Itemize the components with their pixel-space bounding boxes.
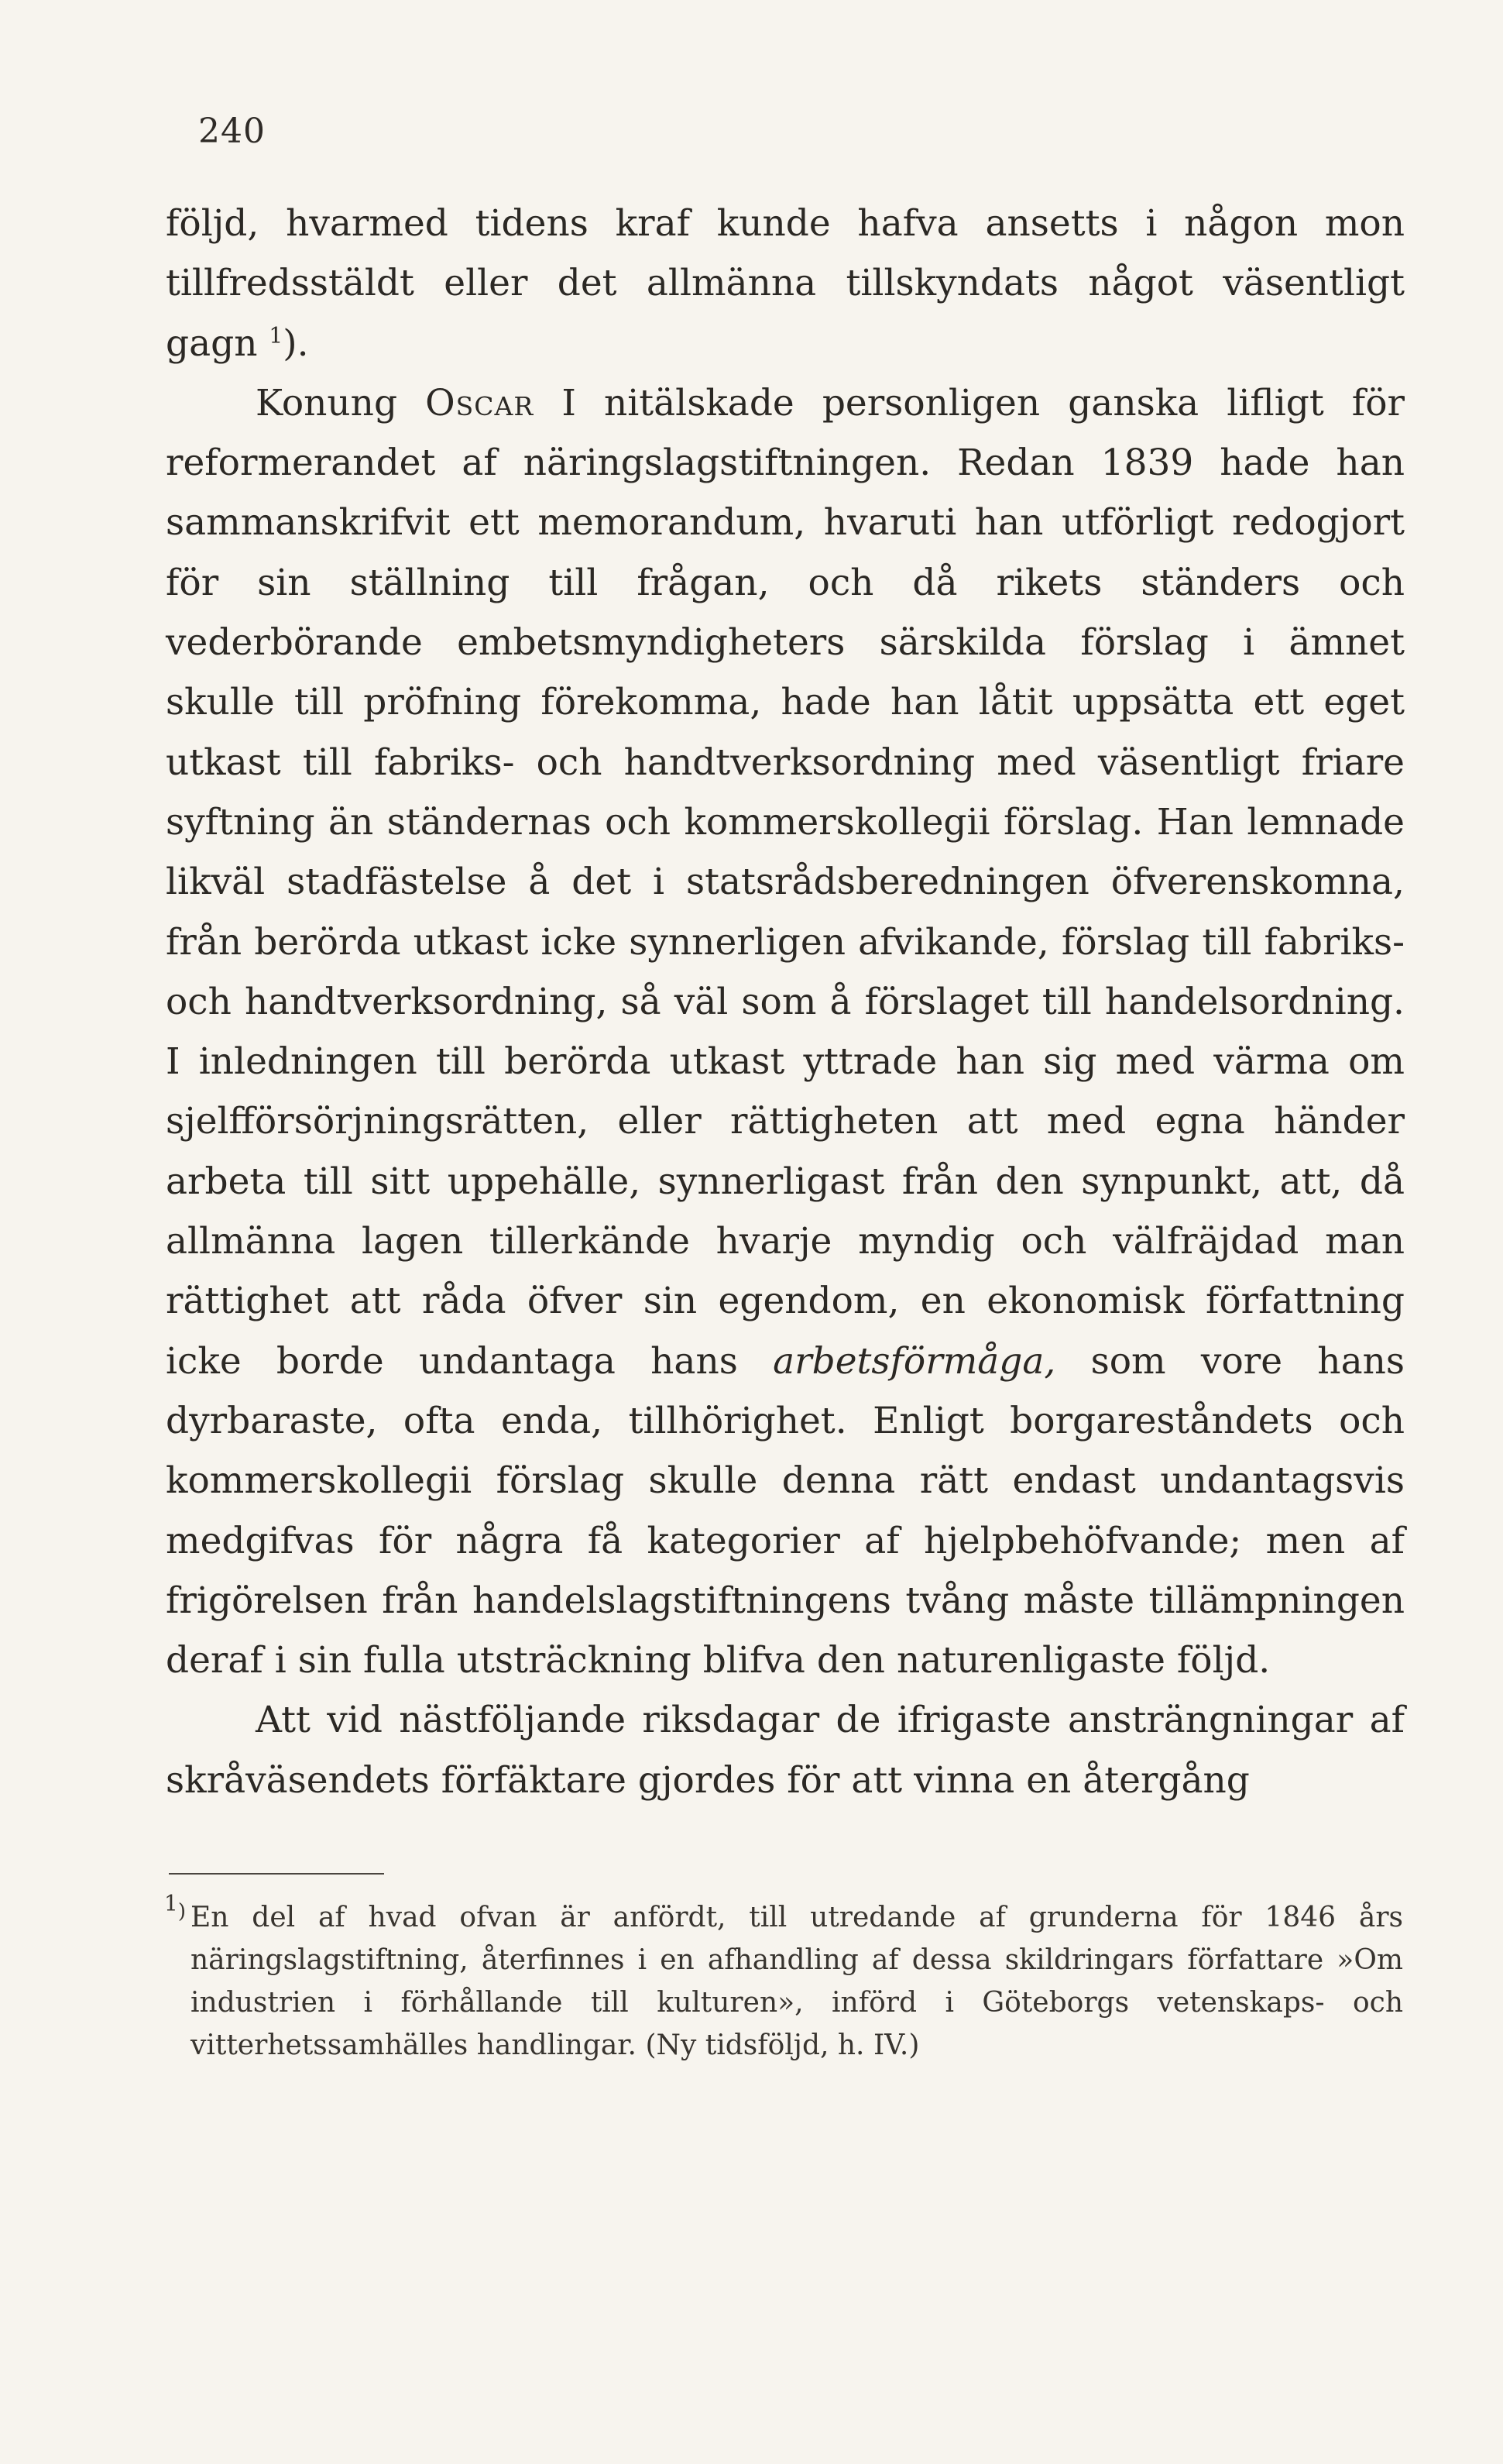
footnote-mark-number: 1 — [164, 1890, 178, 1916]
paragraph-2-start: Konung — [256, 381, 398, 424]
footnote-text: En del af hvad ofvan är anfördt, till utredande af grunderna för 1846 års näringslagstiftning, återfinnes i en afhandling af dessa skildringars författare »Om industrien i förhållande till kulturen», införd i Göteborgs vetenskaps- och vitterhetssamhälles handlingar. (Ny tidsföljd, h. IV.) — [190, 1902, 1403, 2061]
footnote-mark — [164, 1890, 186, 1927]
paragraph-1-end: ). — [283, 321, 309, 365]
paragraph-1-text: följd, hvarmed tidens kraf kunde hafva ansetts i någon mon tillfredsstäldt eller det allmänna tillskyndats något väsentligt gagn — [166, 202, 1405, 365]
paragraph-2 — [166, 373, 1405, 1691]
paragraph-1 — [166, 194, 1405, 373]
footnote-divider — [169, 1873, 384, 1875]
footnote — [164, 1890, 1403, 2067]
emphasized-term: arbetsförmåga, — [773, 1339, 1056, 1383]
paragraph-2-text-a: I nitälskade personligen ganska lifligt för reformerandet af näringslagstiftningen. Redan 1839 hade han sammanskrifvit ett memorandum, hvaruti han utförligt redogjort för sin ställning till frågan, och då rikets ständers och vederbörande embetsmyndigheters särskilda förslag i ämnet skulle till pröfning förekomma, hade han låtit uppsätta ett eget utkast till fabriks- och handtverksordning med väsentligt friare syftning än ständernas och kommerskollegii förslag. Han lemnade likväl stadfästelse å det i statsrådsberedningen öfverenskomna, från berörda utkast icke synnerligen afvikande, förslag till fabriks- och handtverksordning, så väl som å förslaget till handelsordning. I inledningen till berörda utkast yttrade han sig med värma om sjelfförsörjningsrätten, eller rättigheten att med egna händer arbeta till sitt uppehälle, synnerligast från den synpunkt, att, då allmänna lagen tillerkände hvarje myndig och välfräjdad man rättighet att råda öfver sin egendom, en ekonomisk författning icke borde undantaga hans — [166, 381, 1405, 1383]
page-number: 240 — [198, 112, 266, 151]
footnote-mark-paren: ) — [177, 1900, 186, 1923]
footnote-reference: 1 — [269, 321, 283, 348]
paragraph-3: Att vid nästföljande riksdagar de ifrigaste ansträngningar af skråväsendets förfäktare gjordes för att vinna en återgång — [166, 1699, 1405, 1802]
main-text — [166, 194, 1405, 1810]
king-name: Oscar — [425, 381, 534, 424]
paragraph-2-text-b: som vore hans dyrbaraste, ofta enda, tillhörighet. Enligt borgareståndets och kommerskollegii förslag skulle denna rätt endast undantagsvis medgifvas för några få kategorier af hjelpbehöfvande; men af frigörelsen från handelslagstiftningens tvång måste tillämpningen deraf i sin fulla utsträckning blifva den naturenligaste följd. — [166, 1339, 1405, 1682]
